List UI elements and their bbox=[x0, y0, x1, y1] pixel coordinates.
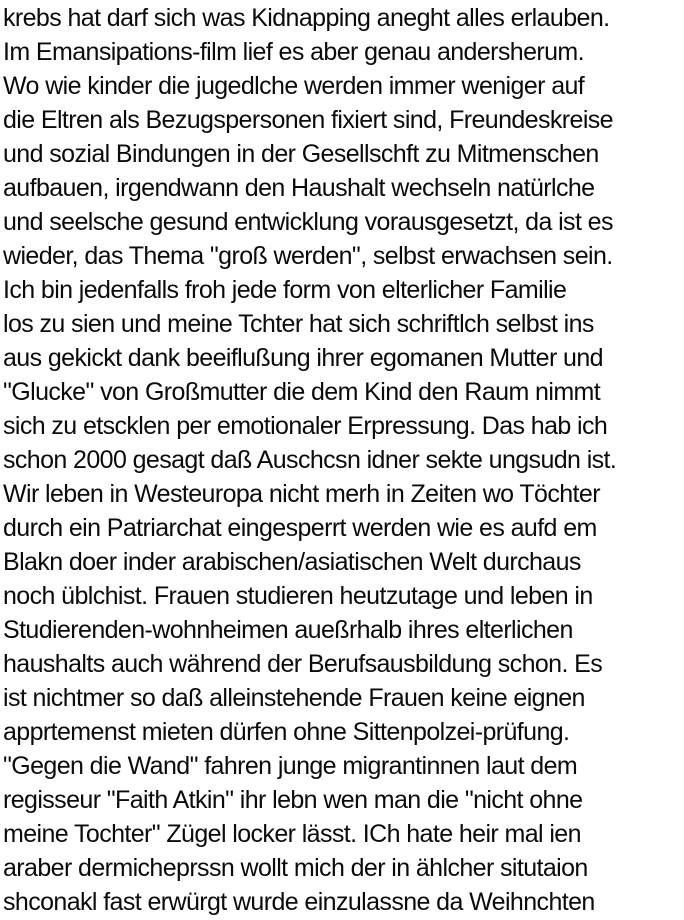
text-line: krebs hat darf sich was Kidnapping aneght alles erlauben. bbox=[3, 4, 610, 32]
text-line: Wir leben in Westeuropa nicht merh in Zeiten wo Töchter bbox=[3, 480, 600, 508]
text-line: ist nichtmer so daß alleinstehende Frauen keine eignen bbox=[3, 684, 585, 712]
text-line: shconakl fast erwürgt wurde einzulassne da Weihnchten bbox=[3, 888, 595, 916]
text-line: noch üblchist. Frauen studieren heutzutage und leben in bbox=[3, 582, 593, 610]
text-line: Wo wie kinder die jugedlche werden immer weniger auf bbox=[3, 72, 585, 100]
text-line: Blakn doer inder arabischen/asiatischen Welt durchaus bbox=[3, 548, 581, 576]
text-line: aufbauen, irgendwann den Haushalt wechseln natürlche bbox=[3, 174, 595, 202]
text-line: und sozial Bindungen in der Gesellschft zu Mitmenschen bbox=[3, 140, 599, 168]
text-line: los zu sien und meine Tchter hat sich schriftlch selbst ins bbox=[3, 310, 594, 338]
text-line: "Glucke" von Großmutter die dem Kind den Raum nimmt bbox=[3, 378, 601, 406]
text-line: und seelsche gesund entwicklung vorausgesetzt, da ist es bbox=[3, 208, 613, 236]
text-line: apprtemenst mieten dürfen ohne Sittenpolzei-prüfung. bbox=[3, 718, 570, 746]
text-line: Im Emansipations-film lief es aber genau andersherum. bbox=[3, 38, 584, 66]
text-line: schon 2000 gesagt daß Auschcsn idner sekte ungsudn ist. bbox=[3, 446, 617, 474]
text-line: "Gegen die Wand" fahren junge migrantinnen laut dem bbox=[3, 752, 578, 780]
text-line: haushalts auch während der Berufsausbildung schon. Es bbox=[3, 650, 603, 678]
text-line: wieder, das Thema "groß werden", selbst erwachsen sein. bbox=[3, 242, 613, 270]
text-line: araber dermicheprssn wollt mich der in ählcher situtaion bbox=[3, 854, 588, 882]
text-line: die Eltren als Bezugspersonen fixiert sind, Freundeskreise bbox=[3, 106, 613, 134]
text-line: regisseur "Faith Atkin" ihr lebn wen man die "nicht ohne bbox=[3, 786, 583, 814]
text-line: durch ein Patriarchat eingesperrt werden wie es aufd em bbox=[3, 514, 597, 542]
text-line: Ich bin jedenfalls froh jede form von elterlicher Familie bbox=[3, 276, 567, 304]
text-line: Studierenden-wohnheimen aueßrhalb ihres elterlichen bbox=[3, 616, 573, 644]
text-line: aus gekickt dank beeiflußung ihrer egomanen Mutter und bbox=[3, 344, 603, 372]
text-line: meine Tochter" Zügel locker lässt. ICh hate heir mal ien bbox=[3, 820, 581, 848]
text-line: sich zu etscklen per emotionaler Erpressung. Das hab ich bbox=[3, 412, 608, 440]
text-block bbox=[3, 1, 684, 919]
